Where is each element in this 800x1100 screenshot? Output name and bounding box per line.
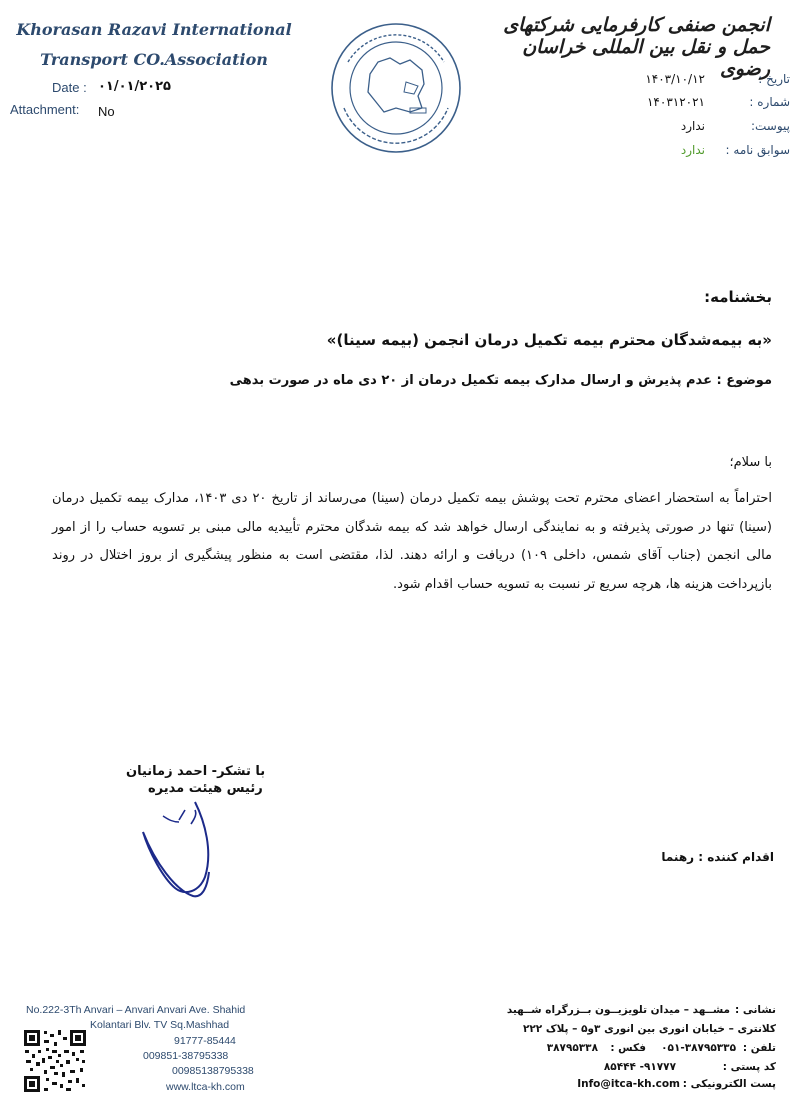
phone-fax-row [526,1042,776,1060]
meta-number-row [550,95,790,115]
postal-code-en: 91777-85444 [174,1035,236,1047]
website-link[interactable]: www.ltca-kh.com [166,1081,245,1093]
attachment-label-en: Attachment: [10,102,80,117]
greeting: با سلام؛ [729,455,772,470]
meta-date-label: تاریخ : [758,72,790,86]
subject-line: موضوع : عدم پذیرش و ارسال مدارک بیمه تکمیل درمان از ۲۰ دی ماه در صورت بدهی [229,373,772,388]
fax-en: 00985138795338 [172,1065,254,1077]
action-by: اقدام کننده : رهنما [661,850,774,864]
address-fa-line2-row [522,1023,776,1041]
meta-attachment-value: ندارد [680,119,705,133]
org-name-en-line2: Transport CO.Association [40,50,268,69]
postal-fa-value: ۹۱۷۷۷- ۸۵۴۴۴ [603,1061,676,1073]
meta-date-row [550,72,790,92]
address-fa-label: نشانی : [735,1004,776,1016]
postal-fa-row [526,1061,776,1079]
meta-history-row [550,143,790,163]
fax-fa-label: فکس : [610,1042,646,1054]
tel-fa-label: تلفن : [742,1042,776,1054]
signer-title: رئیس هیئت مدیره [148,781,263,796]
meta-number-value: ۱۴۰۳۱۲۰۲۱ [646,95,705,109]
postal-fa-label: کد پستی : [722,1061,776,1073]
meta-number-label: شماره : [749,95,790,109]
fax-fa-value: ۳۸۷۹۵۳۳۸ [546,1042,598,1054]
address-en-line1: No.222-3Th Anvari – Anvari Anvari Ave. Shahid [26,1004,246,1016]
meta-history-label: سوابق نامه : [725,143,790,157]
meta-attachment-row [550,119,790,139]
circular-heading: بخشنامه: [704,288,772,306]
email-fa-label: پست الکترونیکی : [682,1078,776,1090]
org-name-en-line1: Khorasan Razavi International [16,20,292,39]
org-name-fa: انجمن صنفی کارفرمایی شرکتهای حمل و نقل بین المللی خراسان رضوی [503,14,770,80]
meta-attachment-label: پیوست: [750,119,790,133]
handwritten-signature [135,792,245,902]
meta-date-value: ۱۴۰۳/۱۰/۱۲ [645,72,705,86]
address-en-line2: Kolantari Blv. TV Sq.Mashhad [90,1019,230,1031]
attachment-value-en: No [98,104,115,119]
telephone-en: 009851-38795338 [143,1050,229,1062]
email-fa-row [526,1078,776,1096]
addressee-line: «به بیمه‌شدگان محترم بیمه تکمیل درمان انجمن (بیمه سینا)» [326,331,772,349]
qr-code-icon [22,1028,88,1094]
letter-body-paragraph: احتراماً به استحضار اعضای محترم تحت پوشش بیمه تکمیل درمان (سینا) می‌رساند از تاریخ ۲۰ دی ۱۴۰۳، مدارک بیمه تکمیل درمان (سینا) تنها در صورتی پذیرفته و به نمایندگی ارسال خواهد شد که بیمه شدگان محترم تأییدیه مالی مبنی بر تسویه حساب را از امور مالی انجمن (جناب آقای شمس، داخلی ۱۰۹) دریافت و ارائه دهند. لذا، مقتضی است به منظور پیشگیری از بروز اختلال در روند بازپرداخت هزینه ها، هرچه سریع تر نسبت به تسویه حساب اقدام شود. [52,491,772,593]
date-value-en: ۰۱/۰۱/۲۰۲۵ [98,79,171,94]
meta-history-value: ندارد [680,143,705,157]
association-seal-logo [326,12,466,160]
signer-name: با تشکر- احمد زمانیان [126,764,266,779]
email-link[interactable]: Info@itca-kh.com [577,1078,680,1090]
tel-fa-value: ۰۵۱-۳۸۷۹۵۳۳۵ [661,1042,736,1054]
address-fa-line2: کلانتری – خیابان انوری بین انوری ۳و۵ – پلاک ۲۲۲ [522,1023,776,1035]
address-fa-line1 [506,1004,776,1022]
address-fa-value: مشــهد – میدان تلویزیــون بــزرگراه شــهید [506,1004,730,1016]
date-label-en: Date : [52,80,87,95]
